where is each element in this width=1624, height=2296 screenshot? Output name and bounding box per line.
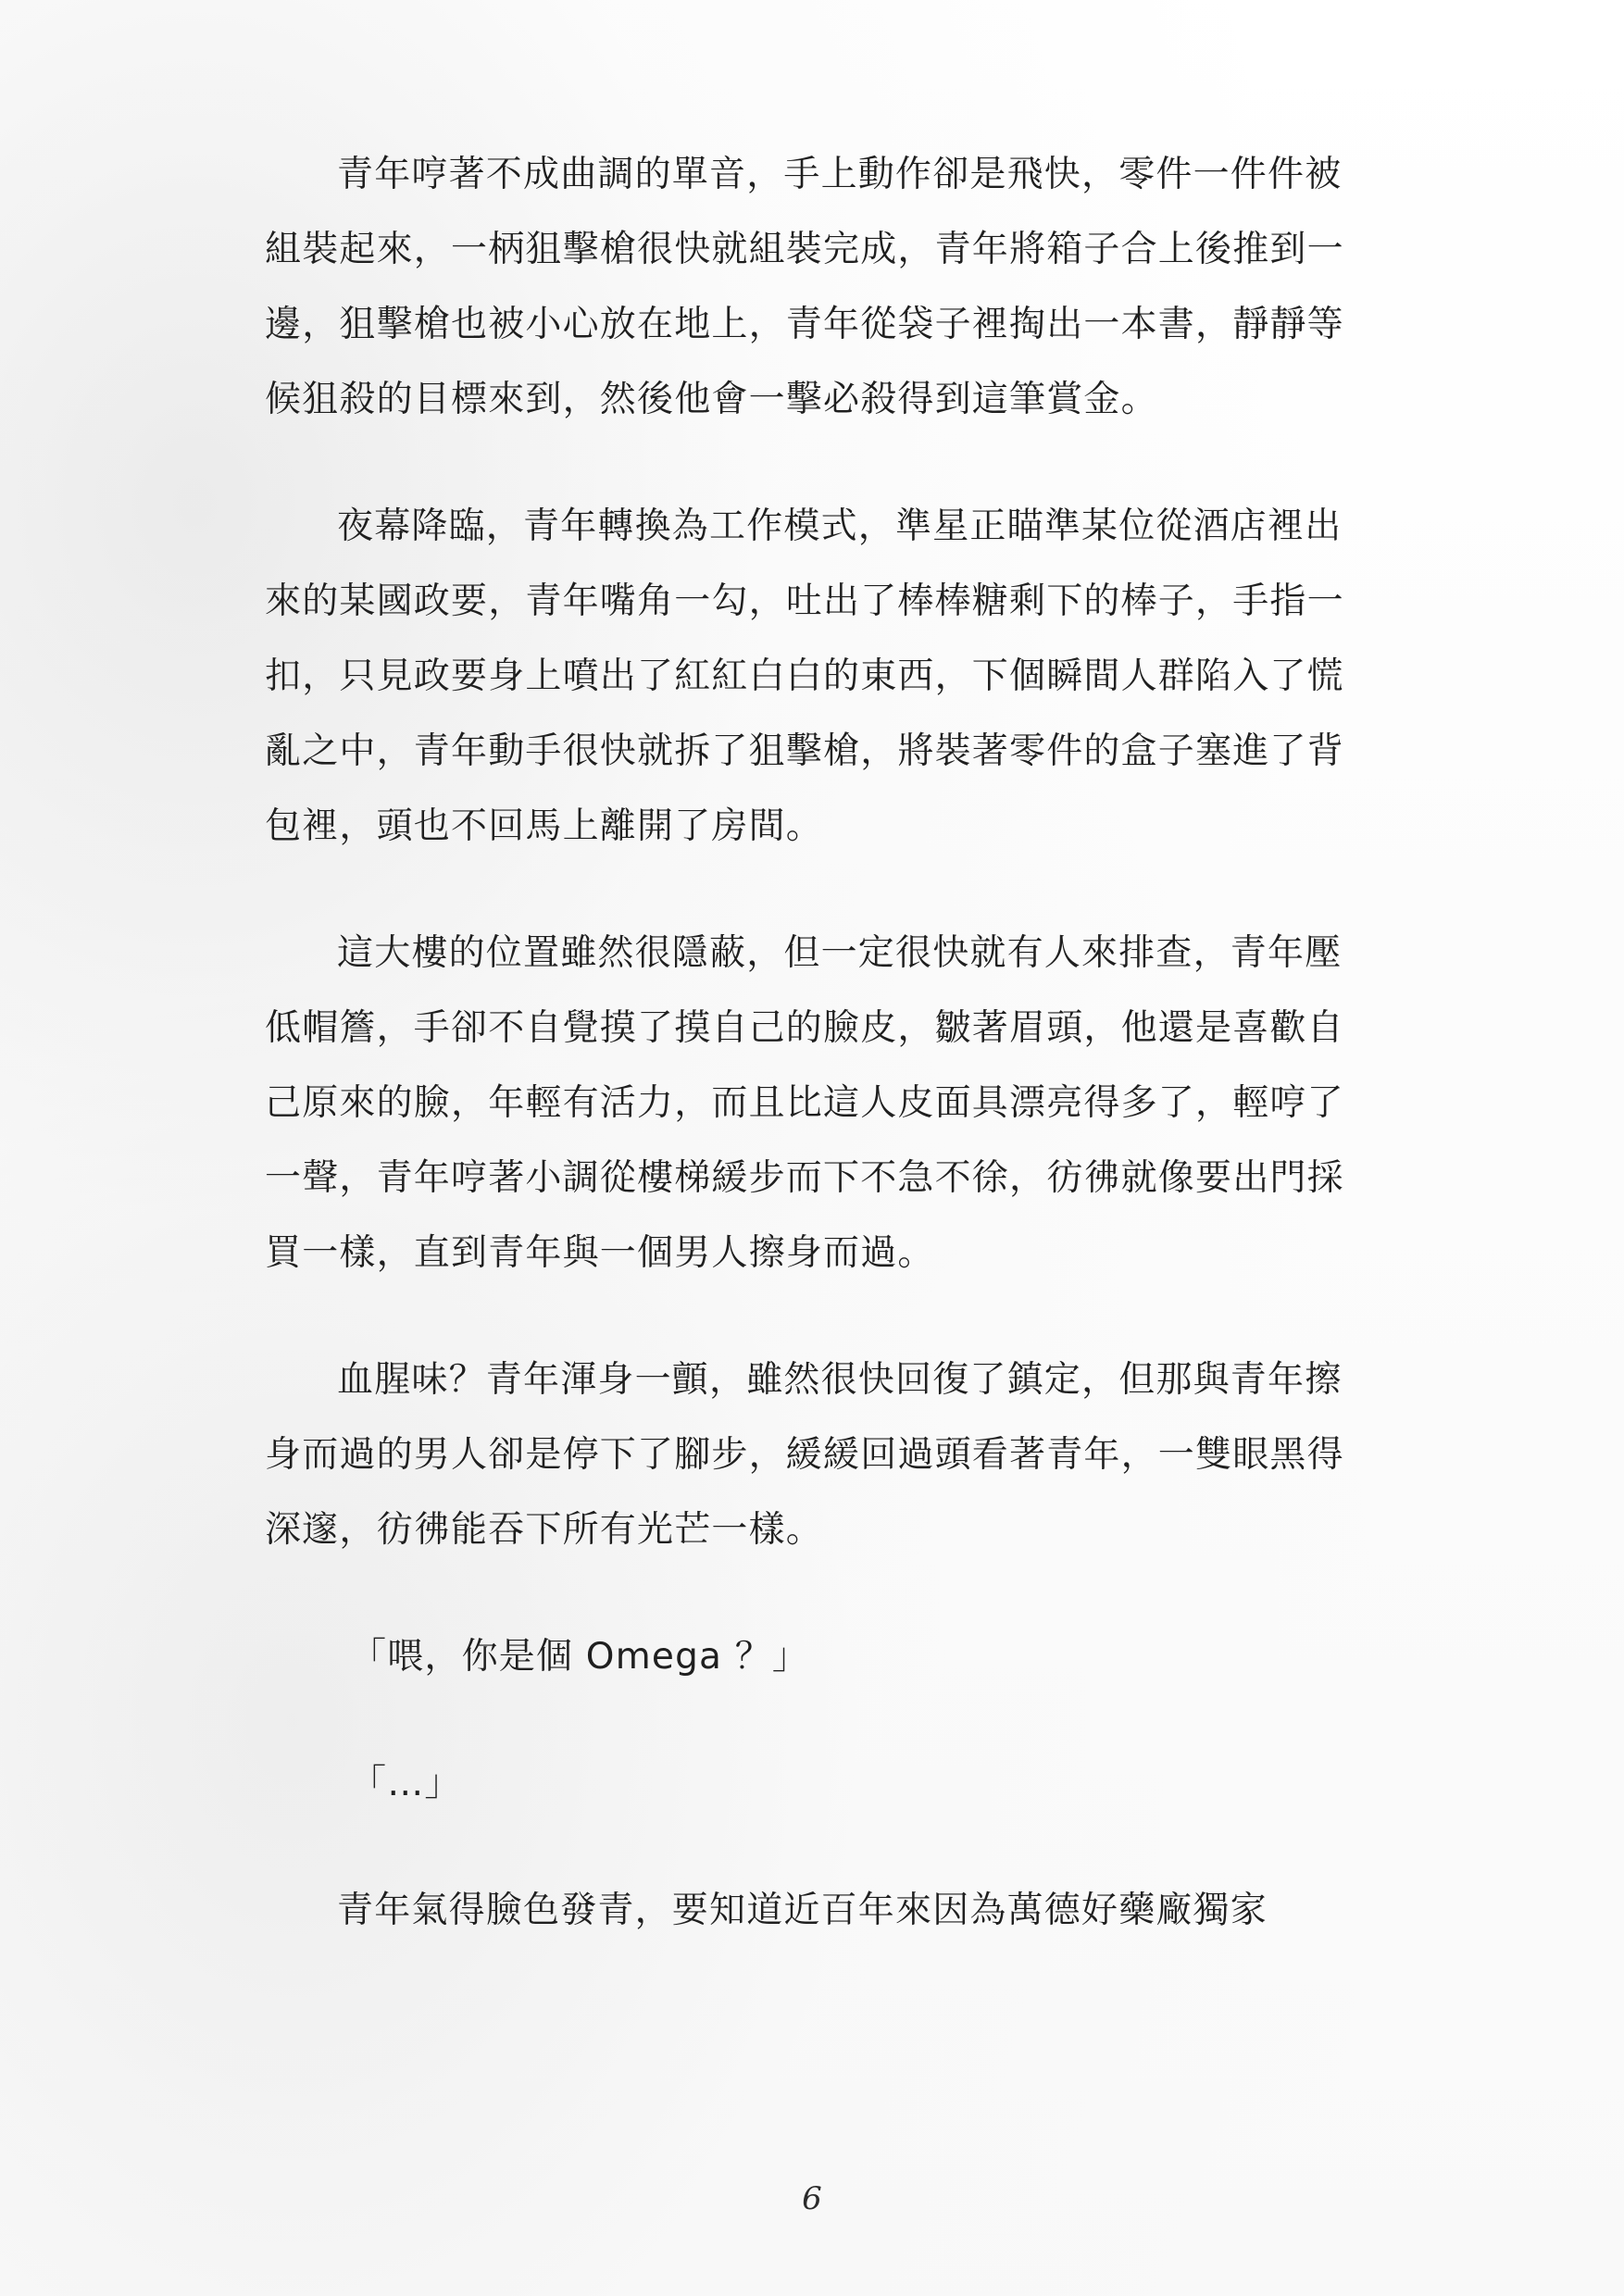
dialogue-1: 「喂，你是個 Omega ？」 bbox=[350, 1636, 810, 1678]
paragraph-2: 夜幕降臨，青年轉換為工作模式，準星正瞄準某位從酒店裡出來的某國政要，青年嘴角一勾，吐出了棒棒糖剩下的棒子，手指一扣，只見政要身上噴出了紅紅白白的東西，下個瞬間人群陷入了慌亂之中，青年動手很快就拆了狙擊槍，將裝著零件的盒子塞進了背包裡，頭也不回馬上離開了房間。 bbox=[265, 505, 1344, 847]
paragraph-4: 血腥味？青年渾身一顫，雖然很快回復了鎮定，但那與青年擦身而過的男人卻是停下了腳步，緩緩回過頭看著青年，一雙眼黑得深邃，彷彿能吞下所有光芒一樣。 bbox=[265, 1359, 1344, 1551]
page-number: 6 bbox=[802, 2180, 822, 2217]
dialogue-2: 「…」 bbox=[350, 1763, 462, 1804]
closing-paragraph: 青年氣得臉色發青，要知道近百年來因為萬德好藥廠獨家 bbox=[337, 1890, 1268, 1931]
paragraph-3: 這大樓的位置雖然很隱蔽，但一定很快就有人來排查，青年壓低帽簷，手卻不自覺摸了摸自己的臉皮，皺著眉頭，他還是喜歡自己原來的臉，年輕有活力，而且比這人皮面具漂亮得多了，輕哼了一聲，青年哼著小調從樓梯緩步而下不急不徐，彷彿就像要出門採買一樣，直到青年與一個男人擦身而過。 bbox=[265, 932, 1344, 1274]
main-text-block bbox=[265, 137, 1357, 2000]
paragraph-1: 青年哼著不成曲調的單音，手上動作卻是飛快，零件一件件被組裝起來，一柄狙擊槍很快就組裝完成，青年將箱子合上後推到一邊，狙擊槍也被小心放在地上，青年從袋子裡掏出一本書，靜靜等候狙殺的目標來到，然後他會一擊必殺得到這筆賞金。 bbox=[265, 154, 1344, 420]
